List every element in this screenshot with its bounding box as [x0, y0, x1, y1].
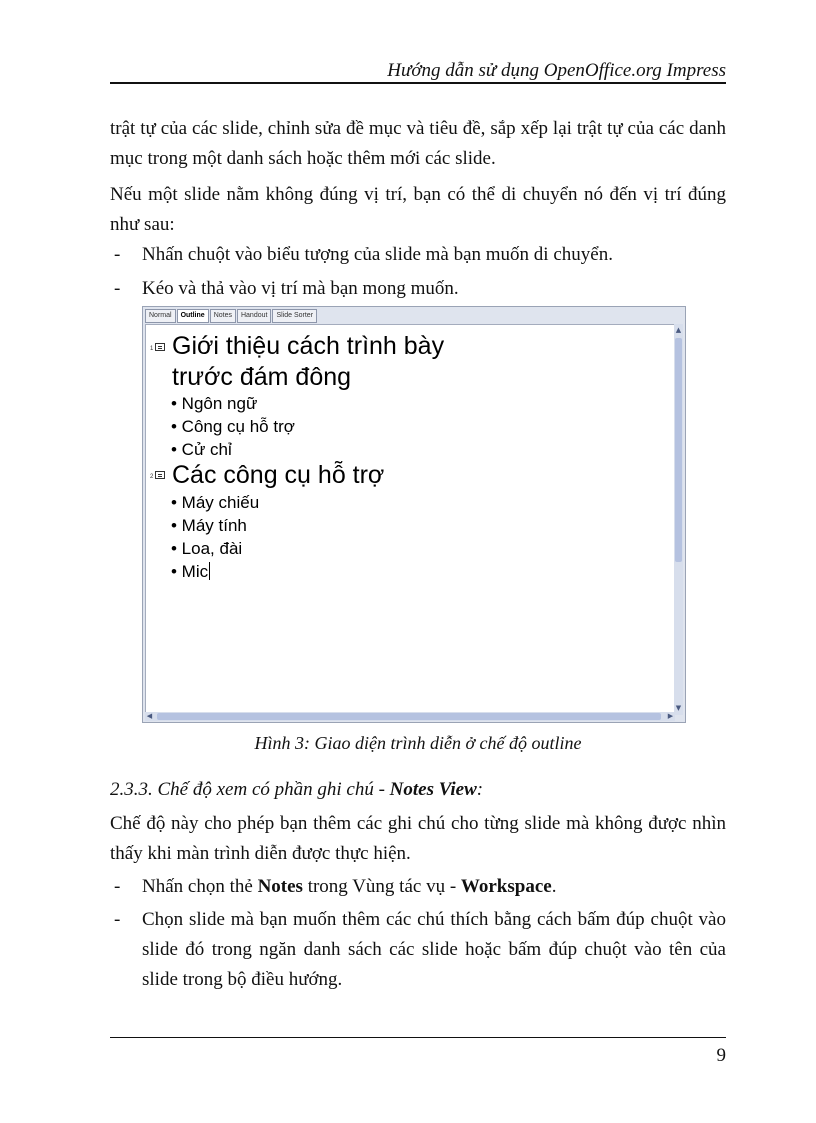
section-heading: [110, 775, 726, 805]
slide-icon[interactable]: [155, 343, 165, 351]
horizontal-scroll-thumb[interactable]: [157, 713, 661, 720]
bullet-text: Nhấn chuột vào biểu tượng của slide mà bạn muốn di chuyển.: [142, 244, 613, 265]
tab-handout[interactable]: Handout: [237, 309, 271, 323]
bullet-text-mid: trong Vùng tác vụ -: [302, 876, 461, 897]
section-number-text: 2.3.3. Chế độ xem có phần ghi chú -: [110, 779, 390, 800]
bullet-text: [142, 872, 726, 902]
outline-bullet[interactable]: • Máy chiếu: [171, 493, 260, 512]
vertical-scrollbar[interactable]: [674, 324, 683, 715]
page-number: 9: [716, 1045, 726, 1066]
bullet-dash: -: [114, 244, 121, 265]
paragraph-2: Nếu một slide nằm không đúng vị trí, bạn có thể di chuyển nó đến vị trí đúng như sau:: [110, 184, 726, 235]
bullet-text: Chọn slide mà bạn muốn thêm các chú thích bằng cách bấm đúp chuột vào slide đó trong ngăn danh sách các slide hoặc bấm đúp chuột vào tên của slide trong bộ điều hướng.: [142, 909, 726, 990]
tab-outline[interactable]: Outline: [177, 309, 209, 323]
outline-view-screenshot: [142, 306, 686, 723]
slide-title[interactable]: Các công cụ hỗ trợ: [172, 461, 385, 489]
tab-notes[interactable]: Notes: [210, 309, 236, 323]
outline-bullet[interactable]: • Máy tính: [171, 516, 247, 535]
outline-bullet[interactable]: • Ngôn ngữ: [171, 394, 258, 413]
slide-number: 2: [150, 474, 154, 480]
section-bold-text: Notes View: [389, 779, 477, 800]
bullet-bold-notes: Notes: [257, 876, 303, 897]
bullet-bold-workspace: Workspace: [460, 876, 552, 897]
footer-divider: [110, 1037, 726, 1038]
text-cursor: [209, 562, 210, 580]
figure-caption: Hình 3: Giao diện trình diễn ở chế độ outline: [254, 733, 582, 753]
vertical-scroll-thumb[interactable]: [675, 338, 682, 562]
scroll-left-icon[interactable]: ◀: [146, 712, 153, 720]
scroll-down-icon[interactable]: ▼: [675, 704, 682, 712]
outline-bullet[interactable]: • Công cụ hỗ trợ: [171, 417, 295, 436]
bullet-dash: -: [114, 909, 121, 930]
paragraph-1: trật tự của các slide, chỉnh sửa đề mục và tiêu đề, sắp xếp lại trật tự của các danh mục trong một danh sách hoặc thêm mới các slide.: [110, 118, 726, 169]
slide-number: 1: [150, 346, 154, 352]
header-title: Hướng dẫn sử dụng OpenOffice.org Impress: [387, 60, 726, 81]
tab-slide-sorter[interactable]: Slide Sorter: [272, 309, 317, 323]
outline-bullet[interactable]: • Cử chỉ: [171, 440, 232, 459]
tab-normal[interactable]: Normal: [145, 309, 176, 323]
slide-title[interactable]: Giới thiệu cách trình bày trước đám đông: [172, 332, 445, 391]
scroll-right-icon[interactable]: ▶: [667, 712, 674, 720]
outline-bullet-text: • Mic: [171, 562, 209, 581]
bullet-text-pre: Nhấn chọn thẻ: [142, 876, 258, 897]
bullet-text: Kéo và thả vào vị trí mà bạn mong muốn.: [142, 278, 459, 299]
outline-bullet[interactable]: • Loa, đài: [171, 539, 243, 558]
outline-canvas[interactable]: [145, 324, 675, 715]
scroll-up-icon[interactable]: ▲: [675, 326, 682, 334]
slide-icon[interactable]: [155, 471, 165, 479]
paragraph-3: Chế độ này cho phép bạn thêm các ghi chú cho từng slide mà không được nhìn thấy khi màn trình diễn được thực hiện.: [110, 813, 726, 864]
header-divider: [110, 82, 726, 84]
view-tabs: [145, 309, 318, 323]
outline-bullet-last[interactable]: [171, 560, 210, 583]
horizontal-scrollbar[interactable]: [145, 712, 675, 721]
bullet-dash: -: [114, 876, 121, 897]
section-colon: :: [476, 779, 484, 800]
bullet-dash: -: [114, 278, 121, 299]
bullet-text-post: .: [551, 876, 557, 897]
